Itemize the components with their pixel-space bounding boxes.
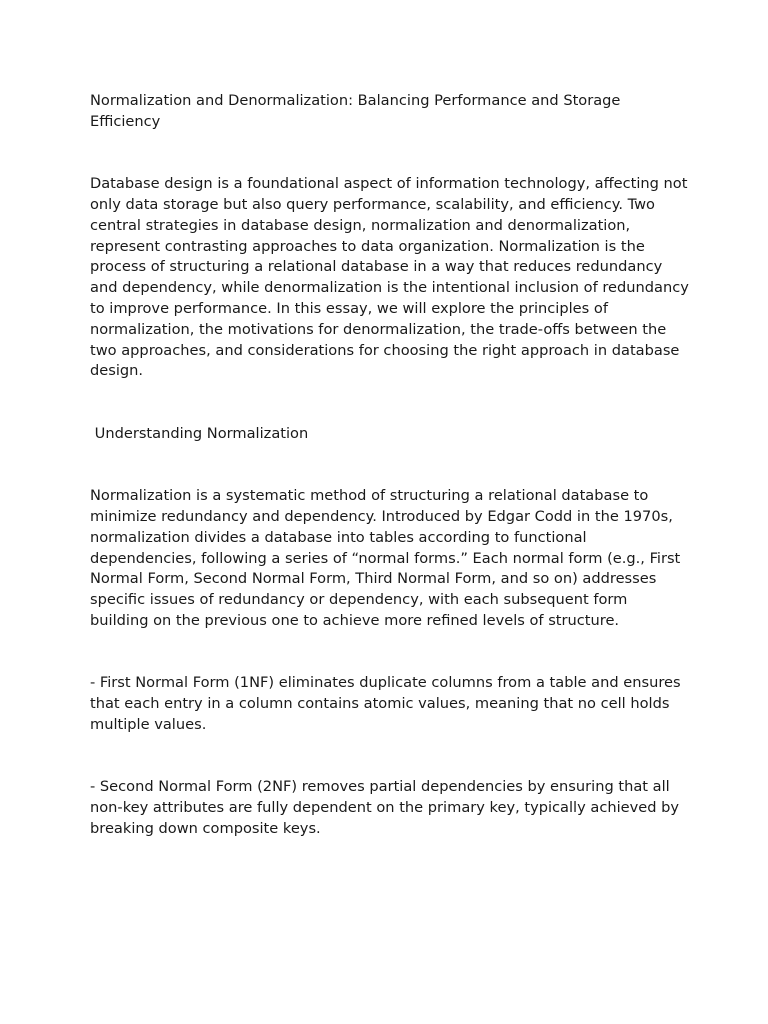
section-heading: Understanding Normalization	[90, 424, 309, 442]
bullet-second-normal-form: - Second Normal Form (2NF) removes partial dependencies by ensuring that all non-key attributes are fully dependent on the primary key, typically achieved by breaking down composite keys.	[90, 778, 684, 837]
intro-paragraph: Database design is a foundational aspect of information technology, affecting not only data storage but also query performance, scalability, and efficiency. Two central strategies in database design, normalization and denormalization, represent contrasting approaches to data organization. Normalization is the process of structuring a relational database in a way that reduces redundancy and dependency, while denormalization is the intentional inclusion of redundancy to improve performance. In this essay, we will explore the principles of normalization, the motivations for denormalization, the trade-offs between the two approaches, and considerations for choosing the right approach in database design.	[90, 175, 694, 380]
bullet-first-normal-form: - First Normal Form (1NF) eliminates duplicate columns from a table and ensures that each entry in a column contains atomic values, meaning that no cell holds multiple values.	[90, 674, 686, 733]
document-page	[90, 91, 694, 840]
document-title: Normalization and Denormalization: Balancing Performance and Storage Efficiency	[90, 92, 626, 130]
section-body-paragraph: Normalization is a systematic method of structuring a relational database to minimize redundancy and dependency. Introduced by Edgar Codd in the 1970s, normalization divides a database into tables according to functional dependencies, following a series of “normal forms.” Each normal form (e.g., First Normal Form, Second Normal Form, Third Normal Form, and so on) addresses specific issues of redundancy or dependency, with each subsequent form building on the previous one to achieve more refined levels of structure.	[90, 487, 685, 629]
